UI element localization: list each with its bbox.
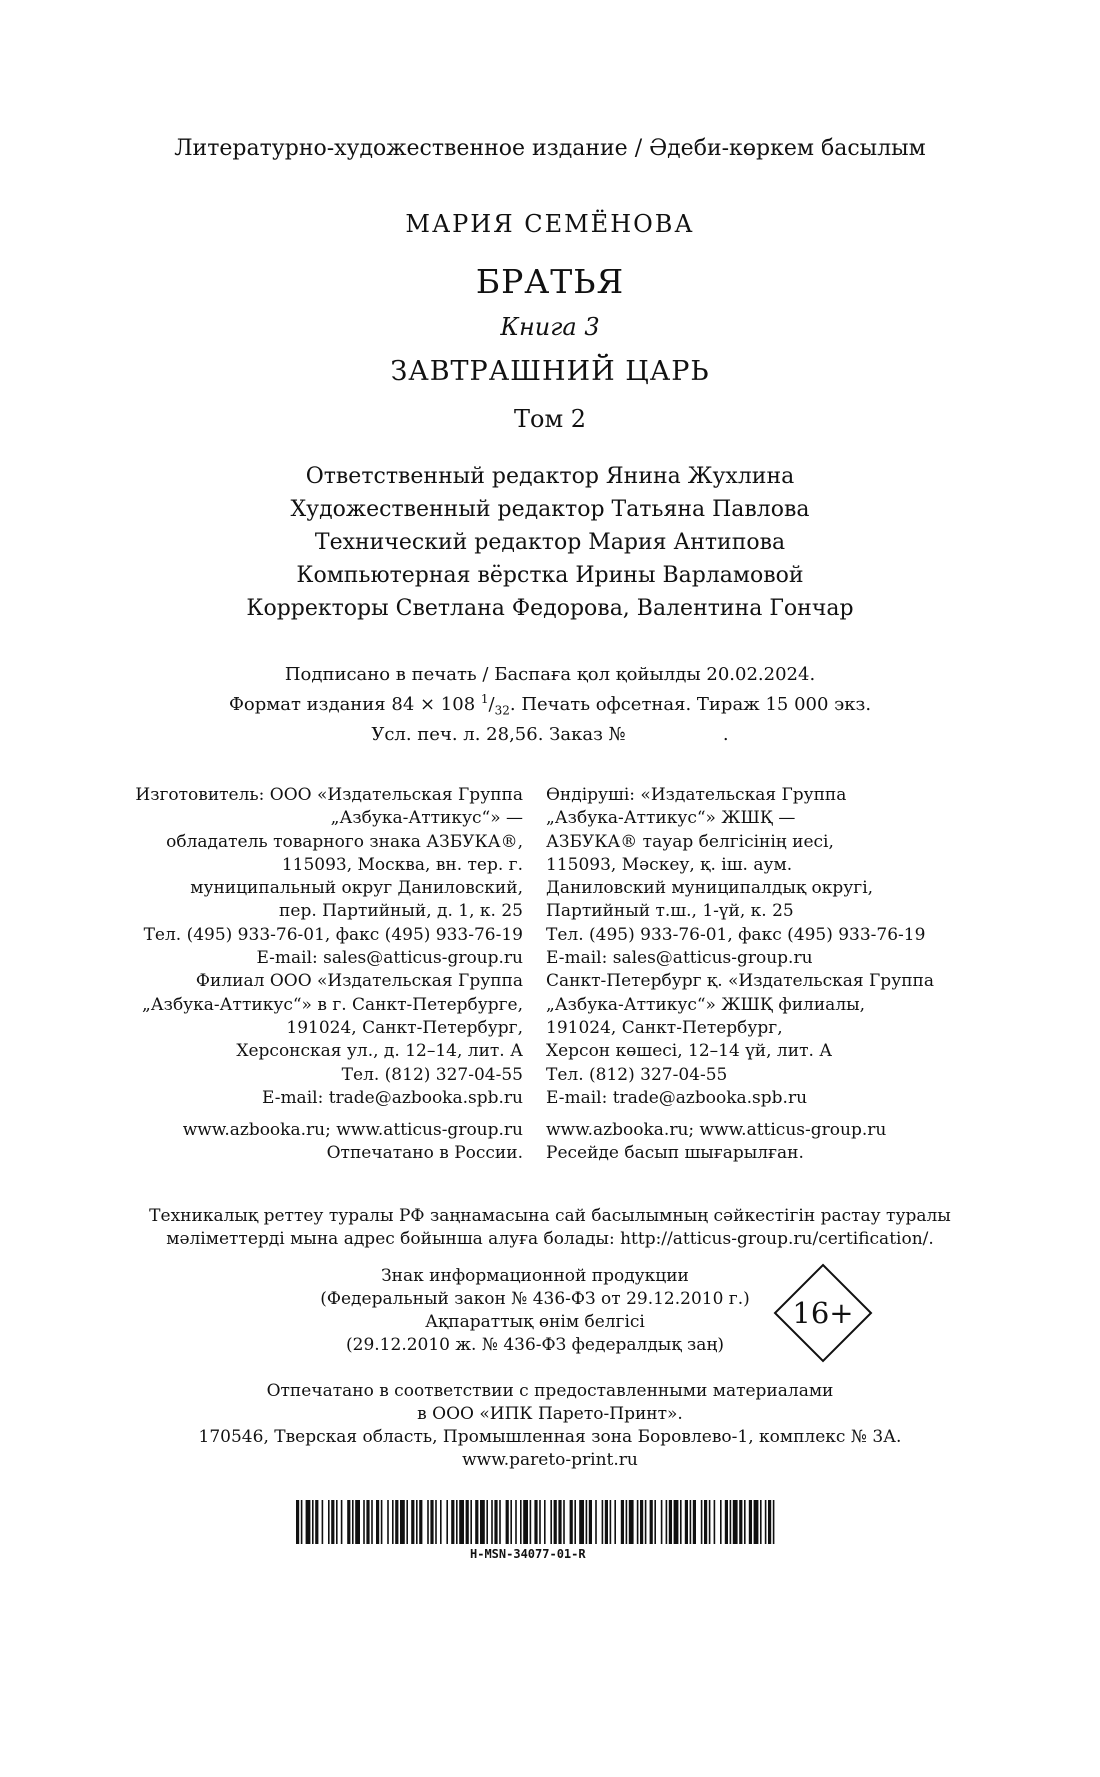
barcode-bar (416, 1500, 418, 1544)
branch-kz-line: Санкт-Петербург қ. «Издательская Группа (546, 971, 934, 992)
age-rating-badge (773, 1263, 873, 1363)
barcode-bar (515, 1500, 517, 1544)
barcode-bar (506, 1500, 509, 1544)
barcode-bar (301, 1500, 303, 1544)
barcode-bar (701, 1500, 703, 1544)
printed-country-ru: Отпечатано в России. (326, 1143, 523, 1164)
format-fraction-numerator: 1 (480, 692, 489, 706)
format-fraction-denominator: 32 (494, 703, 510, 718)
barcode-bar (395, 1500, 398, 1544)
barcode-bar (347, 1500, 350, 1544)
barcode-bar (595, 1500, 597, 1544)
barcode-bar (544, 1500, 546, 1544)
publication-info (0, 663, 1100, 747)
barcode-bar (574, 1500, 576, 1544)
manufacturer-ru-line: Тел. (495) 933-76-01, факс (495) 933-76-19 (143, 924, 523, 945)
barcode-bar (725, 1500, 728, 1544)
branch-ru-line: Филиал ООО «Издательская Группа (195, 971, 523, 992)
manufacturer-kz-line: Партийный т.ш., 1-үй, к. 25 (546, 901, 794, 922)
barcode-bar (523, 1500, 528, 1544)
manufacturer-kz-line: АЗБУКА® тауар белгісінің иесі, (546, 831, 834, 852)
sheets-order: Усл. печ. л. 28,56. Заказ № . (371, 723, 729, 745)
barcode-bar (427, 1500, 429, 1544)
barcode-bar (459, 1500, 464, 1544)
manufacturer-kz-line: „Азбука-Аттикус“» ЖШҚ — (546, 808, 796, 829)
certification-note (0, 1205, 1100, 1251)
barcode-bar (411, 1500, 414, 1544)
barcode-bar (621, 1500, 624, 1544)
barcode-bar (499, 1500, 501, 1544)
author-name: МАРИЯ СЕМЁНОВА (405, 210, 695, 238)
barcode-bar (400, 1500, 405, 1544)
manufacturer-kz-line: Тел. (495) 933-76-01, факс (495) 933-76-19 (546, 924, 926, 945)
barcode-bar (440, 1500, 442, 1544)
manufacturer-ru-line: муниципальный округ Даниловский, (190, 878, 523, 899)
credit-line: Художественный редактор Татьяна Павлова (290, 497, 810, 522)
barcode-bar (446, 1500, 448, 1544)
barcode-bar (650, 1500, 653, 1544)
barcode-bar (586, 1500, 588, 1544)
branch-kz-line: „Азбука-Аттикус“» ЖШҚ филиалы, (546, 994, 866, 1015)
barcode-bar (661, 1500, 663, 1544)
barcode-bar (739, 1500, 742, 1544)
branch-ru-line: „Азбука-Аттикус“» в г. Санкт-Петербурге, (141, 994, 523, 1015)
barcode-bar (470, 1500, 472, 1544)
publisher-info-kz (546, 784, 934, 1166)
barcode-bar (605, 1500, 608, 1544)
barcode-bar (720, 1500, 722, 1544)
manufacturer-ru-line: „Азбука-Аттикус“» — (330, 808, 523, 829)
manufacturer-ru-line: 115093, Москва, вн. тер. г. (281, 854, 523, 875)
manufacturer-ru-line: Изготовитель: ООО «Издательская Группа (135, 785, 523, 805)
manufacturer-kz-line: Өндіруші: «Издательская Группа (546, 785, 847, 805)
website-ru: www.azbooka.ru; www.atticus-group.ru (182, 1120, 523, 1141)
branch-kz-line: E-mail: trade@azbooka.spb.ru (546, 1087, 808, 1108)
format-line: Формат издания 84 × 108 $^1/_{32}$. Печать офсетная. Тираж 15 000 экз. (228, 692, 872, 718)
branch-ru-line: 191024, Санкт-Петербург, (286, 1017, 523, 1038)
barcode-bar (539, 1500, 541, 1544)
barcode-bar (640, 1500, 643, 1544)
series-title: БРАТЬЯ (475, 262, 625, 301)
printer-line: в ООО «ИПК Парето-Принт». (417, 1404, 683, 1424)
barcode-bar (666, 1500, 668, 1544)
volume-label: Том 2 (513, 405, 587, 433)
certification-line: Техникалық реттеу туралы РФ заңнамасына сай басылымның сәйкестігін растау туралы (149, 1206, 951, 1226)
barcode-bar (629, 1500, 634, 1544)
barcode-bar (680, 1500, 682, 1544)
barcode-bar (510, 1500, 512, 1544)
barcode-bar (558, 1500, 561, 1544)
barcode-bar (366, 1500, 369, 1544)
barcode-bar (768, 1500, 771, 1544)
manufacturer-kz-line: Даниловский муниципалдық округі, (546, 878, 874, 899)
manufacturer-kz-line: 115093, Мәскеу, қ. іш. аум. (546, 854, 793, 875)
barcode-bar (760, 1500, 762, 1544)
branch-ru-line: Тел. (812) 327-04-55 (341, 1064, 523, 1085)
barcode-bar (419, 1500, 422, 1544)
barcode (296, 1500, 776, 1544)
barcode-bar (430, 1500, 433, 1544)
barcode-bar (744, 1500, 746, 1544)
manufacturer-ru-line: обладатель товарного знака АЗБУКА®, (166, 831, 523, 852)
info-sign-line: (Федеральный закон № 436-ФЗ от 29.12.2010 г.) (320, 1289, 750, 1309)
edition-type: Литературно-художественное издание / Әдеби-көркем басылым (174, 136, 926, 161)
barcode-bar (451, 1500, 454, 1544)
printer-line: Отпечатано в соответствии с предоставленными материалами (266, 1381, 834, 1401)
barcode-bar (328, 1500, 330, 1544)
printed-country-kz: Ресейде басып шығарылған. (546, 1143, 804, 1164)
manufacturer-kz-line: E-mail: sales@atticus-group.ru (546, 948, 813, 969)
barcode-number: H-MSN-34077-01-R (470, 1547, 586, 1561)
barcode-bar (486, 1500, 488, 1544)
barcode-bar (754, 1500, 759, 1544)
barcode-bar (406, 1500, 408, 1544)
barcode-bar (749, 1500, 752, 1544)
manufacturer-ru-line: пер. Партийный, д. 1, к. 25 (279, 901, 523, 922)
barcode-bar (341, 1500, 343, 1544)
printer-line: www.pareto-print.ru (462, 1450, 638, 1470)
barcode-bar (387, 1500, 389, 1544)
barcode-bar (296, 1500, 299, 1544)
certification-line: мәліметтерді мына адрес бойынша алуға болады: http://atticus-group.ru/certification/. (166, 1229, 934, 1249)
barcode-bar (704, 1500, 707, 1544)
barcode-bar (654, 1500, 656, 1544)
format-prefix: Формат издания 84 × 108 (228, 694, 481, 715)
barcode-bar (376, 1500, 379, 1544)
barcode-bar (773, 1500, 775, 1544)
barcode-bar (614, 1500, 616, 1544)
branch-ru-line: Херсонская ул., д. 12–14, лит. А (236, 1041, 523, 1062)
barcode-bar (714, 1500, 716, 1544)
barcode-bar (371, 1500, 373, 1544)
manufacturer-ru-line: E-mail: sales@atticus-group.ru (256, 948, 523, 969)
barcode-bar (494, 1500, 497, 1544)
website-kz: www.azbooka.ru; www.atticus-group.ru (546, 1120, 887, 1141)
barcode-bar (534, 1500, 537, 1544)
credit-line: Корректоры Светлана Федорова, Валентина Гончар (246, 596, 854, 621)
barcode-bar (312, 1500, 314, 1544)
barcode-bar (352, 1500, 354, 1544)
credit-line: Компьютерная вёрстка Ирины Варламовой (296, 563, 804, 588)
barcode-bar (392, 1500, 394, 1544)
barcode-bar (530, 1500, 532, 1544)
printer-line: 170546, Тверская область, Промышленная зона Боровлево-1, комплекс № 3А. (198, 1427, 902, 1447)
credit-line: Технический редактор Мария Антипова (314, 530, 786, 555)
barcode-bar (435, 1500, 437, 1544)
barcode-bar (520, 1500, 522, 1544)
info-product-sign (310, 1265, 760, 1357)
barcode-bar (685, 1500, 688, 1544)
barcode-bar (456, 1500, 458, 1544)
credits-block (0, 460, 1100, 625)
barcode-bar (381, 1500, 383, 1544)
barcode-bar (674, 1500, 679, 1544)
barcode-bar (589, 1500, 592, 1544)
barcode-bar (637, 1500, 639, 1544)
barcode-bar (709, 1500, 711, 1544)
barcode-bar (491, 1500, 493, 1544)
branch-kz-line: Тел. (812) 327-04-55 (546, 1064, 728, 1085)
info-sign-line: (29.12.2010 ж. № 436-ФЗ федералдық заң) (346, 1335, 724, 1355)
info-sign-line: Знак информационной продукции (381, 1266, 689, 1286)
info-sign-line: Ақпараттық өнім белгісі (425, 1312, 645, 1332)
barcode-bar (690, 1500, 692, 1544)
barcode-bar (730, 1500, 732, 1544)
signed-date: Подписано в печать / Баспаға қол қойылды 20.02.2024. (284, 664, 816, 685)
barcode-bar (610, 1500, 612, 1544)
barcode-bar (363, 1500, 365, 1544)
age-rating-text: 16+ (792, 1296, 854, 1330)
barcode-bar (563, 1500, 565, 1544)
barcode-bar (554, 1500, 557, 1544)
book-title: ЗАВТРАШНИЙ ЦАРЬ (390, 356, 710, 387)
barcode-bar (336, 1500, 338, 1544)
barcode-bar (645, 1500, 647, 1544)
barcode-bar (550, 1500, 552, 1544)
printer-info (0, 1380, 1100, 1472)
barcode-bar (306, 1500, 311, 1544)
barcode-bar (466, 1500, 469, 1544)
barcode-bar (733, 1500, 738, 1544)
book-number: Книга 3 (500, 313, 600, 341)
barcode-bar (570, 1500, 573, 1544)
branch-kz-line: Херсон көшесі, 12–14 үй, лит. А (546, 1041, 833, 1062)
barcode-bar (315, 1500, 318, 1544)
barcode-bar (322, 1500, 324, 1544)
barcode-bar (331, 1500, 334, 1544)
barcode-bar (669, 1500, 672, 1544)
barcode-bar (355, 1500, 360, 1544)
format-suffix: . Печать офсетная. Тираж 15 000 экз. (509, 694, 872, 715)
publisher-info-ru (135, 784, 523, 1166)
credit-line: Ответственный редактор Янина Жухлина (305, 464, 795, 489)
branch-ru-line: E-mail: trade@azbooka.spb.ru (261, 1087, 523, 1108)
barcode-bar (475, 1500, 478, 1544)
branch-kz-line: 191024, Санкт-Петербург, (546, 1017, 783, 1038)
barcode-bar (765, 1500, 767, 1544)
barcode-bar (480, 1500, 485, 1544)
barcode-bar (626, 1500, 628, 1544)
barcode-bar (693, 1500, 696, 1544)
barcode-bar (602, 1500, 604, 1544)
barcode-bar (579, 1500, 584, 1544)
